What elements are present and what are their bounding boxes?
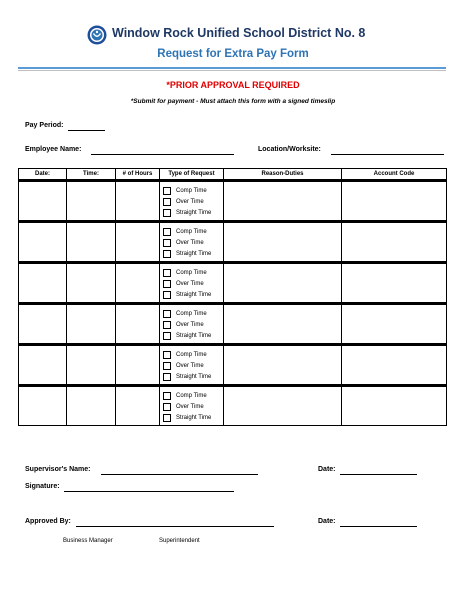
type-cell [160,222,224,263]
reason-cell[interactable] [224,386,342,426]
type-cell [160,181,224,222]
request-type-option[interactable] [160,248,223,259]
request-type-option[interactable] [160,349,223,360]
type-cell [160,345,224,386]
request-type-label: Comp Time [176,228,207,235]
request-type-label: Comp Time [176,310,207,317]
signature-field[interactable] [64,491,234,492]
request-type-label: Comp Time [176,269,207,276]
hours-cell[interactable] [116,386,160,426]
column-header-type: Type of Request [160,169,224,181]
checkbox[interactable] [163,269,171,277]
account-code-cell[interactable] [342,345,447,386]
request-type-option[interactable] [160,308,223,319]
location-worksite-field[interactable] [331,154,444,155]
request-type-option[interactable] [160,390,223,401]
reason-cell[interactable] [224,222,342,263]
checkbox[interactable] [163,373,171,381]
hours-cell[interactable] [116,304,160,345]
checkbox[interactable] [163,392,171,400]
extra-pay-table [18,168,447,426]
signature-label: Signature: [25,483,60,490]
business-manager-caption: Business Manager [63,538,113,544]
table-row [19,263,447,304]
checkbox[interactable] [163,310,171,318]
time-cell[interactable] [67,345,116,386]
checkbox[interactable] [163,280,171,288]
request-type-option[interactable] [160,185,223,196]
header-divider [18,67,446,69]
approved-by-field[interactable] [76,526,274,527]
request-type-label: Comp Time [176,392,207,399]
request-type-option[interactable] [160,401,223,412]
reason-cell[interactable] [224,181,342,222]
date-cell[interactable] [19,345,67,386]
reason-cell[interactable] [224,263,342,304]
approved-by-label: Approved By: [25,518,71,525]
checkbox[interactable] [163,209,171,217]
checkbox[interactable] [163,291,171,299]
account-code-cell[interactable] [342,181,447,222]
request-type-label: Over Time [176,280,204,287]
request-type-label: Straight Time [176,209,212,216]
request-type-label: Over Time [176,198,204,205]
checkbox[interactable] [163,362,171,370]
reason-cell[interactable] [224,304,342,345]
checkbox[interactable] [163,321,171,329]
supervisor-date-field[interactable] [340,474,417,475]
request-type-label: Comp Time [176,351,207,358]
column-header-account: Account Code [342,169,447,181]
column-header-hours: # of Hours [116,169,160,181]
request-type-option[interactable] [160,278,223,289]
account-code-cell[interactable] [342,386,447,426]
request-type-option[interactable] [160,207,223,218]
date-cell[interactable] [19,263,67,304]
table-row [19,345,447,386]
account-code-cell[interactable] [342,263,447,304]
approval-date-label: Date: [318,518,336,525]
date-cell[interactable] [19,181,67,222]
request-type-option[interactable] [160,289,223,300]
pay-period-field[interactable] [68,130,105,131]
employee-name-label: Employee Name: [25,146,82,153]
prior-approval-notice: *PRIOR APPROVAL REQUIRED [166,80,300,90]
time-cell[interactable] [67,386,116,426]
supervisor-name-field[interactable] [101,474,258,475]
request-type-option[interactable] [160,371,223,382]
account-code-cell[interactable] [342,304,447,345]
request-type-label: Straight Time [176,373,212,380]
time-cell[interactable] [67,304,116,345]
request-type-option[interactable] [160,319,223,330]
table-header-row [19,169,447,181]
table-row [19,386,447,426]
pay-period-label: Pay Period: [25,122,64,129]
type-cell [160,263,224,304]
account-code-cell[interactable] [342,222,447,263]
request-type-label: Over Time [176,403,204,410]
checkbox[interactable] [163,351,171,359]
request-type-label: Straight Time [176,414,212,421]
request-type-option[interactable] [160,330,223,341]
request-type-label: Straight Time [176,291,212,298]
date-cell[interactable] [19,386,67,426]
column-header-time: Time: [67,169,116,181]
type-cell [160,386,224,426]
district-seal-logo [87,25,107,45]
column-header-date: Date: [19,169,67,181]
checkbox[interactable] [163,332,171,340]
hours-cell[interactable] [116,181,160,222]
date-cell[interactable] [19,222,67,263]
hours-cell[interactable] [116,345,160,386]
district-name: Window Rock Unified School District No. 8 [112,26,366,40]
date-cell[interactable] [19,304,67,345]
checkbox[interactable] [163,187,171,195]
request-type-label: Over Time [176,239,204,246]
request-type-label: Straight Time [176,332,212,339]
form-title: Request for Extra Pay Form [157,48,309,60]
checkbox[interactable] [163,414,171,422]
request-type-label: Over Time [176,321,204,328]
location-worksite-label: Location/Worksite: [258,146,321,153]
request-type-option[interactable] [160,360,223,371]
approval-date-field[interactable] [340,526,417,527]
type-cell [160,304,224,345]
supervisor-name-label: Supervisor's Name: [25,466,91,473]
superintendent-caption: Superintendent [159,538,200,544]
checkbox[interactable] [163,250,171,258]
table-row [19,222,447,263]
table-row [19,304,447,345]
employee-name-field[interactable] [91,154,234,155]
submit-instructions: *Submit for payment - Must attach this form with a signed timeslip [130,98,336,105]
request-type-option[interactable] [160,226,223,237]
column-header-reason: Reason-Duties [224,169,342,181]
request-type-option[interactable] [160,196,223,207]
checkbox[interactable] [163,239,171,247]
checkbox[interactable] [163,403,171,411]
reason-cell[interactable] [224,345,342,386]
request-type-option[interactable] [160,237,223,248]
table-row [19,181,447,222]
time-cell[interactable] [67,181,116,222]
header-divider-shadow [18,70,446,71]
request-type-option[interactable] [160,412,223,423]
supervisor-date-label: Date: [318,466,336,473]
hours-cell[interactable] [116,263,160,304]
request-type-option[interactable] [160,267,223,278]
request-type-label: Comp Time [176,187,207,194]
hours-cell[interactable] [116,222,160,263]
request-type-label: Over Time [176,362,204,369]
request-type-label: Straight Time [176,250,212,257]
checkbox[interactable] [163,228,171,236]
checkbox[interactable] [163,198,171,206]
time-cell[interactable] [67,222,116,263]
time-cell[interactable] [67,263,116,304]
